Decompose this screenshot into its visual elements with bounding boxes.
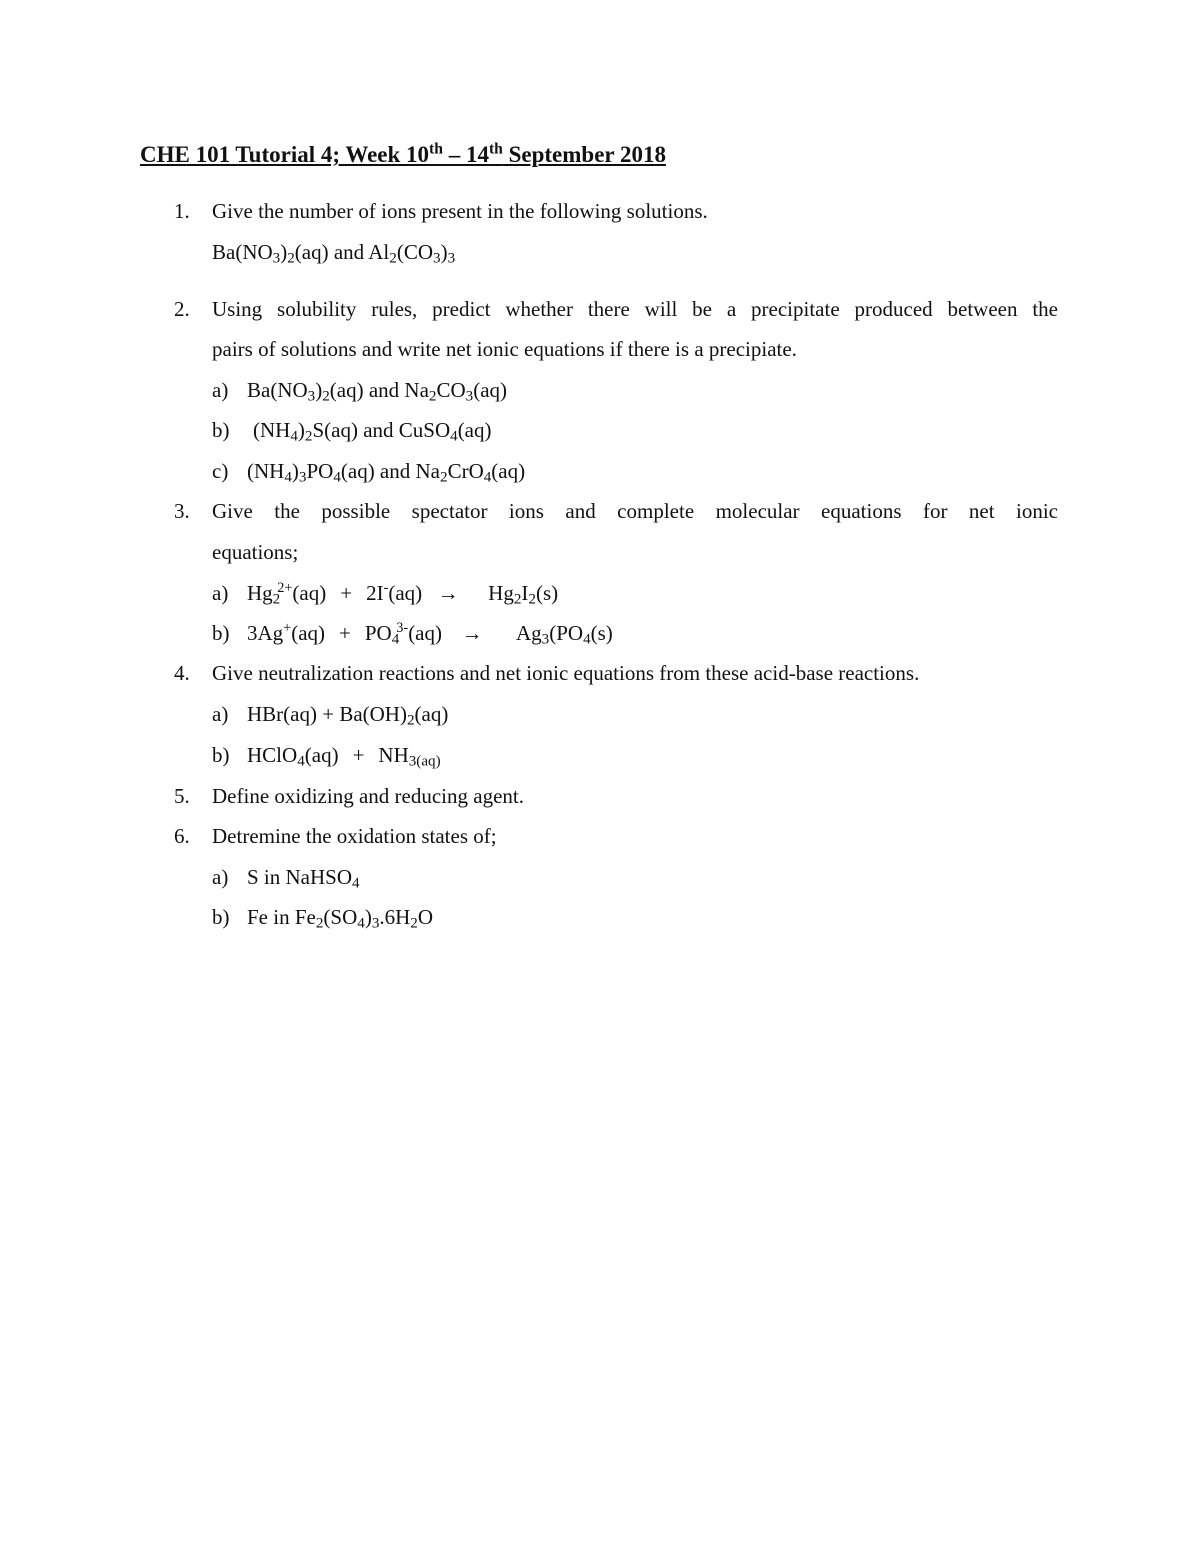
item-label: b) bbox=[212, 621, 230, 645]
reaction-arrow-icon: → bbox=[461, 621, 483, 645]
question-2-text-line2: pairs of solutions and write net ionic equations if there is a precipiate. bbox=[212, 337, 797, 361]
question-text: Give the number of ions present in the following solutions. bbox=[212, 199, 708, 223]
question-number: 5. bbox=[174, 784, 190, 808]
item-label: b) bbox=[212, 743, 230, 767]
reaction-arrow-icon: → bbox=[437, 581, 459, 605]
item-label: b) bbox=[212, 905, 230, 929]
item-label: a) bbox=[212, 581, 229, 605]
item-label: a) bbox=[212, 865, 229, 889]
question-number: 1. bbox=[174, 199, 190, 223]
item-text: $(NH_4)_2S(aq)$ and CuSO$_4$(aq) bbox=[253, 418, 492, 445]
question-text: Give neutralization reactions and net ionic equations from these acid-base reactions. bbox=[212, 661, 920, 685]
title-text: CHE 101 Tutorial 4; Week 10 bbox=[140, 142, 430, 167]
question-3-text-line2: equations; bbox=[212, 540, 299, 564]
item-text: Fe in $Fe_2(SO_4)_3.6H_2O$ bbox=[247, 905, 434, 932]
question-text: Using solubility rules, predict whether there will be a precipitate produced between the bbox=[212, 297, 1058, 321]
item-text: HClO$_4$(aq) + $NH_{3(aq)}$ bbox=[247, 743, 441, 770]
item-label: a) bbox=[212, 378, 229, 402]
page-title bbox=[140, 142, 666, 168]
question-text: Give the possible spectator ions and complete molecular equations for net ionic bbox=[212, 499, 1058, 523]
title-text: September 2018 bbox=[502, 142, 666, 167]
item-text: $Ba(NO_3)_2(aq)$ and $Na_2CO_3(aq)$ bbox=[247, 378, 508, 405]
question-number: 2. bbox=[174, 297, 190, 321]
question-number: 6. bbox=[174, 824, 190, 848]
equation: $Hg_2^{2+}(aq) + 2I^-(aq) \to Hg_2I_2(s)$ bbox=[247, 580, 559, 608]
question-text: Detremine the oxidation states of; bbox=[212, 824, 497, 848]
item-text: S in NaHSO$_4$ bbox=[247, 865, 360, 892]
item-text: $(NH_4)_3PO_4(aq)$ and $Na_2CrO_4(aq)$ bbox=[247, 459, 526, 486]
question-number: 3. bbox=[174, 499, 190, 523]
item-label: b) bbox=[212, 418, 230, 442]
question-number: 4. bbox=[174, 661, 190, 685]
equation: $3Ag^+(aq) + PO_4^{3-}(aq) \to Ag_3(PO_4(s)$ bbox=[247, 620, 613, 648]
item-label: c) bbox=[212, 459, 229, 483]
title-superscript: th bbox=[429, 140, 443, 158]
item-text: $HBr(aq) + Ba(OH)_2(aq)$ bbox=[247, 702, 449, 729]
title-superscript: th bbox=[488, 140, 503, 158]
question-text: Define oxidizing and reducing agent. bbox=[212, 784, 524, 808]
title-text: – 14 bbox=[442, 142, 489, 167]
question-1-formula: $Ba(NO_3)_2(aq)$ and $Al_2(CO_3)_3$ bbox=[212, 240, 456, 267]
item-label: a) bbox=[212, 702, 229, 726]
